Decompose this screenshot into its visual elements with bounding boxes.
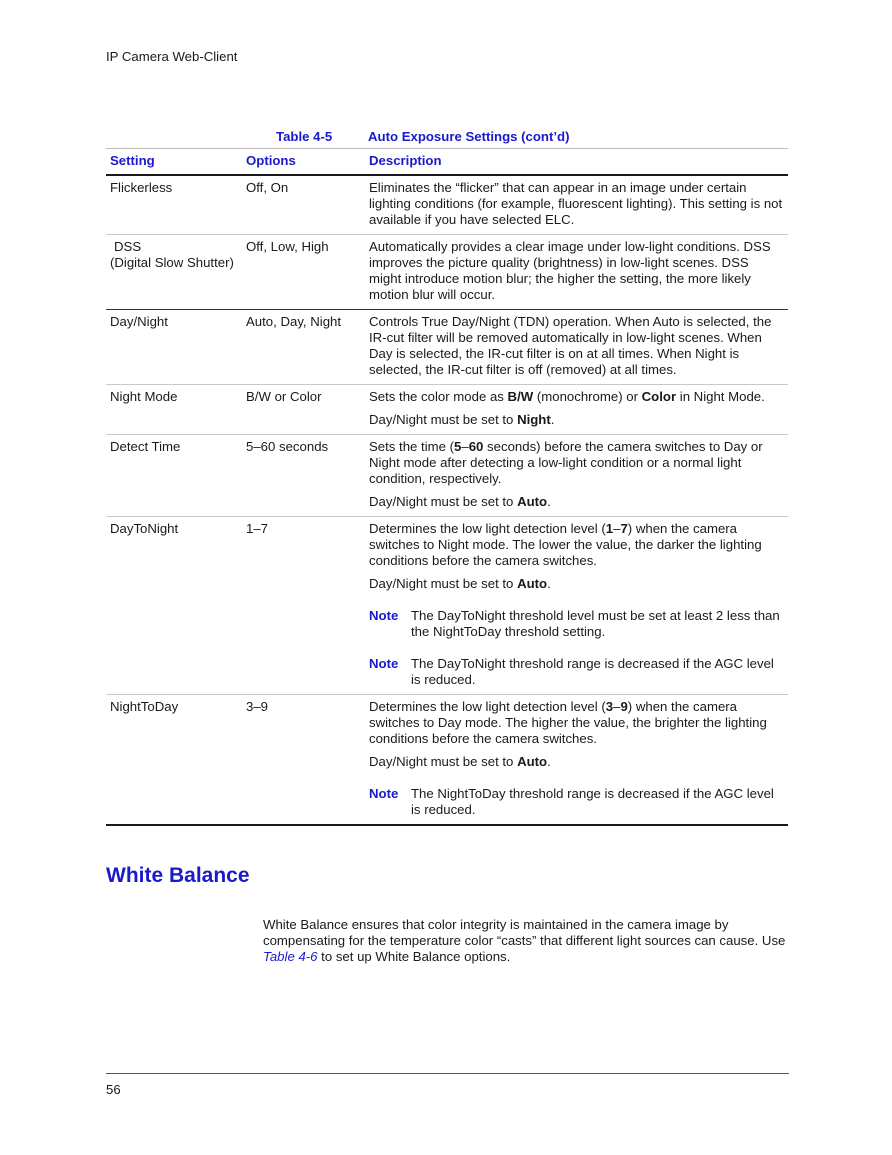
column-header-setting: Setting xyxy=(106,149,242,176)
options-cell: 1–7 xyxy=(242,517,365,695)
options-cell: B/W or Color xyxy=(242,385,365,435)
note-label: Note xyxy=(369,786,399,801)
table-row xyxy=(106,310,788,385)
requirement-text: Day/Night must be set to Auto. xyxy=(369,754,551,769)
description-text: Determines the low light detection level (3–9) when the camera switches to Day mode. The higher the value, the brighter the lighting conditions before the camera switches. xyxy=(369,699,767,746)
description-cell xyxy=(365,435,788,517)
description-text: Sets the color mode as B/W (monochrome) or Color in Night Mode. xyxy=(369,389,765,404)
setting-name: DSS xyxy=(114,239,142,254)
description-cell: Automatically provides a clear image under low-light conditions. DSS improves the picture quality (brightness) in low-light scenes. DSS might introduce motion blur; the higher the setting, the more likely motion blur will occur. xyxy=(365,235,788,310)
table-header-row xyxy=(106,149,788,176)
column-header-options: Options xyxy=(242,149,365,176)
description-cell xyxy=(365,695,788,826)
table-row xyxy=(106,175,788,235)
note xyxy=(369,656,784,688)
auto-exposure-settings-table xyxy=(106,148,788,826)
table-row xyxy=(106,695,788,826)
note-label: Note xyxy=(369,608,399,623)
description-cell: Eliminates the “flicker” that can appear in an image under certain lighting conditions (for example, fluorescent lighting). This setting is not available if you have selected ELC. xyxy=(365,175,788,235)
table-row xyxy=(106,435,788,517)
note xyxy=(369,608,784,640)
setting-cell xyxy=(106,235,242,310)
paragraph-text: to set up White Balance options. xyxy=(317,949,511,964)
setting-cell: NightToDay xyxy=(106,695,242,826)
setting-cell: Flickerless xyxy=(106,175,242,235)
description-text: Sets the time (5–60 seconds) before the camera switches to Day or Night mode after detecting a low-light condition or a normal light condition, respectively. xyxy=(369,439,763,486)
table-row xyxy=(106,385,788,435)
options-cell: 3–9 xyxy=(242,695,365,826)
options-cell: Off, On xyxy=(242,175,365,235)
column-header-description: Description xyxy=(365,149,788,176)
note-text: The NightToDay threshold range is decreased if the AGC level is reduced. xyxy=(411,786,774,817)
table-reference-link[interactable]: Table 4-6 xyxy=(263,949,318,964)
table-row xyxy=(106,517,788,695)
table-row xyxy=(106,235,788,310)
options-cell: 5–60 seconds xyxy=(242,435,365,517)
section-paragraph xyxy=(263,917,788,965)
paragraph-text: White Balance ensures that color integrity is maintained in the camera image by compensating for the temperature color “casts” that different light sources can cause. Use xyxy=(263,917,786,948)
requirement-text: Day/Night must be set to Auto. xyxy=(369,494,551,509)
note-text: The DayToNight threshold range is decreased if the AGC level is reduced. xyxy=(411,656,774,687)
setting-cell: Night Mode xyxy=(106,385,242,435)
description-text: Determines the low light detection level (1–7) when the camera switches to Night mode. The lower the value, the darker the lighting conditions before the camera switches. xyxy=(369,521,762,568)
table-number: Table 4-5 xyxy=(276,129,333,144)
setting-subtitle: (Digital Slow Shutter) xyxy=(110,255,234,270)
table-caption xyxy=(106,129,788,147)
description-cell: Controls True Day/Night (TDN) operation. When Auto is selected, the IR-cut filter will be removed automatically in low-light scenes. When Day is selected, the IR-cut filter is on at all times. When Night is selected, the IR-cut filter is off (removed) at all times. xyxy=(365,310,788,385)
requirement-text: Day/Night must be set to Auto. xyxy=(369,576,551,591)
table-title: Auto Exposure Settings (cont’d) xyxy=(368,129,570,144)
note-label: Note xyxy=(369,656,399,671)
description-cell xyxy=(365,517,788,695)
note-text: The DayToNight threshold level must be set at least 2 less than the NightToDay threshold setting. xyxy=(411,608,780,639)
running-header: IP Camera Web-Client xyxy=(106,49,238,64)
section-heading: White Balance xyxy=(106,864,250,887)
options-cell: Auto, Day, Night xyxy=(242,310,365,385)
options-cell: Off, Low, High xyxy=(242,235,365,310)
setting-cell: Day/Night xyxy=(106,310,242,385)
note xyxy=(369,786,784,818)
page-number: 56 xyxy=(106,1082,121,1097)
description-cell xyxy=(365,385,788,435)
setting-cell: Detect Time xyxy=(106,435,242,517)
requirement-text: Day/Night must be set to Night. xyxy=(369,412,555,427)
footer-divider xyxy=(106,1073,789,1074)
setting-cell: DayToNight xyxy=(106,517,242,695)
